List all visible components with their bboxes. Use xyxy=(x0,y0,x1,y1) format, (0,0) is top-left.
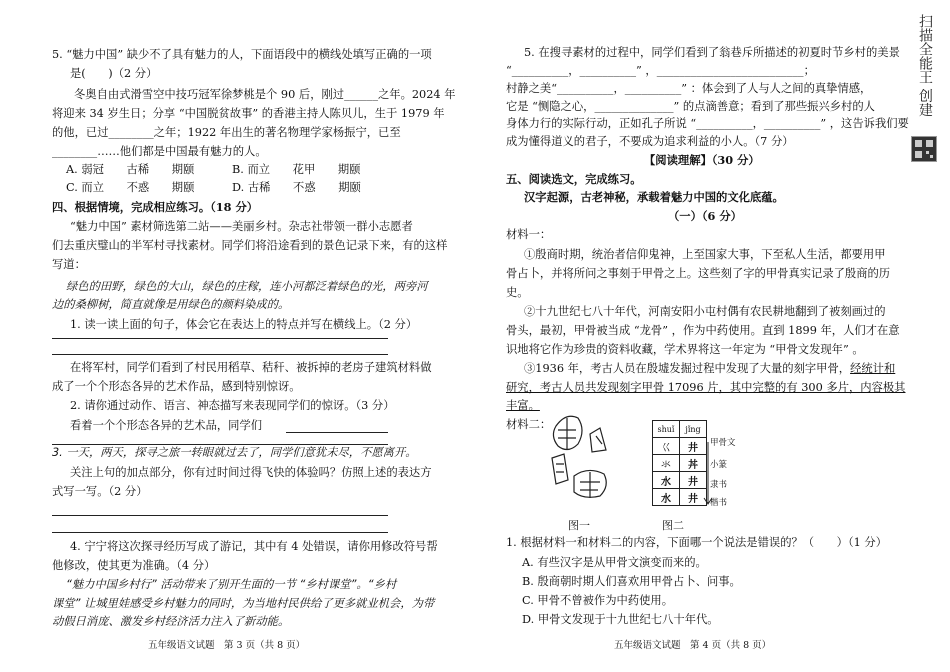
section-4-para-3: 写道： xyxy=(52,258,86,271)
question-4-3-line-2: 式写一写。（2 分） xyxy=(52,485,148,498)
question-4-2-prompt: 看着一个个形态各异的艺术品，同学们 xyxy=(70,419,263,432)
material-1-para-1a: ①殷商时期，统治者信仰鬼神，上至国家大事，下至私人生活，都要用甲 xyxy=(524,248,886,261)
turtle-shell-icon xyxy=(553,416,582,449)
bone-fragment-icon xyxy=(590,428,606,452)
material-1-para-3c: 丰富。 xyxy=(506,399,540,412)
reading-section-title: 【阅读理解】（30 分） xyxy=(644,153,760,167)
quote-3: 3. 一天，两天，探寻之旅一转眼就过去了，同学们意犹未尽，不愿离开。 xyxy=(52,446,417,459)
answer-line[interactable] xyxy=(52,338,388,339)
quote-4-line-1: “魅力中国乡村行” 活动带来了别开生面的一节 “乡村课堂”。“乡村 xyxy=(66,578,397,591)
answer-line[interactable] xyxy=(52,444,388,445)
table-cell: 水 xyxy=(653,472,680,489)
answer-line[interactable] xyxy=(52,532,388,533)
quote-1-line-2: 边的桑柳树，简直就像是用绿色的颜料染成的。 xyxy=(52,298,290,311)
scapula-icon xyxy=(552,454,568,484)
material-1-para-2c: 识地将它作为珍贵的资料收藏，学术界将这一年定为 “甲骨文发现年” 。 xyxy=(506,343,864,356)
table-head-shui: shuǐ xyxy=(653,421,680,438)
rq5-line-3: 村静之美“__________，__________” ：体会到了人与人之间的真挚情感， xyxy=(506,82,872,95)
q5-line-4: 将迎来 34 岁生日；分享 “中国脱贫故事” 的香港主持人陈贝儿，生于 1979 年 xyxy=(52,107,445,120)
q5-1-option-c[interactable]: C. 甲骨不曾被作为中药使用。 xyxy=(522,594,673,607)
section-4-para-4: 在将军村，同学们看到了村民用稻草、秸秆、被拆掉的老房子建筑材料做 xyxy=(70,361,432,374)
material-1-para-3b: 研究，考古人员共发现刻字甲骨 17096 片，其中完整的有 300 多片，内容极其 xyxy=(506,381,906,394)
part-one-label: （一）（6 分） xyxy=(668,209,742,223)
material-1-para-2b: 骨头，最初，甲骨被当成 “龙骨” ，作为中药使用。直到 1899 年，人们才在意 xyxy=(506,324,900,337)
answer-line[interactable] xyxy=(286,432,388,433)
material-1-para-3a xyxy=(524,362,895,376)
watermark-text: 扫描全能王 创建 xyxy=(917,14,933,117)
left-page xyxy=(0,0,470,672)
label-oracle: 甲骨文 xyxy=(710,438,736,448)
material-1-para-1b: 骨占卜，并将所问之事刻于甲骨之上。这些刻了字的甲骨真实记录了殷商的历 xyxy=(506,267,891,280)
answer-line[interactable] xyxy=(52,354,388,355)
section-4-para-1: “魅力中国” 素材筛选第二站——美丽乡村。杂志社带领一群小志愿者 xyxy=(70,220,413,233)
question-4-2: 2. 请你通过动作、语言、神态描写来表现同学们的惊讶。（3 分） xyxy=(70,399,395,412)
figure-2-caption: 图二 xyxy=(662,519,684,532)
material-1-para-1c: 史。 xyxy=(506,286,529,299)
section-5-title: 五、阅读选文，完成练习。 xyxy=(506,172,642,186)
q5-option-d: D. 古稀 不惑 期颐 xyxy=(232,181,361,194)
para-3a-underlined: 经统计和 xyxy=(850,362,896,375)
question-5-1: 1. 根据材料一和材料二的内容，下面哪一个说法是错误的？（ ）（1 分） xyxy=(506,536,888,549)
table-cell: 井 xyxy=(680,438,707,455)
table-cell: 巜 xyxy=(653,438,680,455)
section-4-para-2: 们去重庆璧山的半军村寻找素材。同学们将沿途看到的景色记录下来，有的这样 xyxy=(52,239,448,252)
label-seal: 小篆 xyxy=(710,460,728,470)
oracle-bone-figure xyxy=(544,408,624,514)
rq5-line-6: 成为懂得道义的君子，不要成为追求利益的小人。（7 分） xyxy=(506,135,794,148)
section-4-para-5: 成了一个个形态各异的艺术作品，感到特别惊讶。 xyxy=(52,380,301,393)
quote-4-line-2: 课堂” 让城里娃感受乡村魅力的同时，为当地村民供给了更多就业机会，为带 xyxy=(52,597,435,610)
section-4-title: 四、根据情境，完成相应练习。（18 分） xyxy=(52,200,259,214)
character-evolution-table xyxy=(652,420,707,506)
material-1-para-2a: ②十九世纪七八十年代，河南安阳小屯村偶有农民耕地翻到了被刻画过的 xyxy=(524,305,886,318)
figure-1-caption: 图一 xyxy=(568,519,590,532)
table-head-jing: jǐng xyxy=(680,421,707,438)
question-4-3-line-1: 关注上句的加点部分，你有过时间过得飞快的体验吗？仿照上述的表达方 xyxy=(70,466,432,479)
q5-line-1: 5. “魅力中国” 缺少不了具有魅力的人，下面语段中的横线处填写正确的一项 xyxy=(52,48,432,61)
footer-left: 五年级语文试题 第 3 页（共 8 页） xyxy=(148,640,306,651)
material-1-label: 材料一： xyxy=(506,228,552,241)
right-page xyxy=(470,0,910,672)
answer-line[interactable] xyxy=(52,515,388,516)
rq5-line-1: 5. 在搜寻素材的过程中，同学们看到了翁巷斥所描述的初夏时节乡村的美景 xyxy=(524,46,900,59)
q5-option-c: C. 而立 不惑 期颐 xyxy=(66,181,195,194)
rq5-line-2: “__________，__________” ，__________________________； xyxy=(506,64,815,77)
question-4-4-line-2: 他修改，使其更为准确。（4 分） xyxy=(52,559,216,572)
table-cell: 井 xyxy=(680,489,707,506)
rq5-line-5: 身体力行的实际行动，正如孔子所说 “__________，__________” ，这告诉我们要 xyxy=(506,117,909,130)
q5-1-option-d[interactable]: D. 甲骨文发现于十九世纪七八十年代。 xyxy=(522,613,719,626)
table-cell: 丼 xyxy=(680,455,707,472)
question-4-1: 1. 读一读上面的句子，体会它在表达上的特点并写在横线上。（2 分） xyxy=(70,318,418,331)
q5-1-option-b[interactable]: B. 殷商朝时期人们喜欢用甲骨占卜、问事。 xyxy=(522,575,741,588)
q5-1-option-a[interactable]: A. 有些汉字是从甲骨文演变而来的。 xyxy=(522,556,707,569)
question-4-4-line-1: 4. 宁宁将这次探寻经历写成了游记，其中有 4 处错误，请你用修改符号帮 xyxy=(70,540,438,553)
table-cell: 氺 xyxy=(653,455,680,472)
quote-4-line-3: 动假日消庞、激发乡村经济活力注入了新动能。 xyxy=(52,615,290,628)
table-cell: 水 xyxy=(653,489,680,506)
q5-line-2: 是( )（2 分） xyxy=(70,67,158,80)
q5-line-6: ________……他们都是中国最有魅力的人。 xyxy=(52,145,267,158)
para-3a-text: ③1936 年，考古人员在殷墟发掘过程中发现了大量的刻字甲骨， xyxy=(524,362,851,375)
table-cell: 井 xyxy=(680,472,707,489)
rq5-line-4: 它是 “恻隐之心，______________” 的点滴善意；看到了那些振兴乡村的人 xyxy=(506,100,875,113)
label-clerical: 隶书 xyxy=(710,480,728,490)
section-5-subtitle: 汉字起源，古老神秘，承载着魅力中国的文化底蕴。 xyxy=(524,190,784,204)
q5-line-5: 的他，已过________之年；1922 年出生的著名物理学家杨振宁，已至 xyxy=(52,126,401,139)
q5-option-a: A. 弱冠 古稀 期颐 xyxy=(66,163,195,176)
material-2-label: 材料二： xyxy=(506,418,552,431)
footer-right: 五年级语文试题 第 4 页（共 8 页） xyxy=(614,640,772,651)
label-regular: 楷书 xyxy=(710,498,728,508)
q5-option-b: B. 而立 花甲 期颐 xyxy=(232,163,361,176)
q5-line-3: 冬奥自由式滑雪空中技巧冠军徐梦桃是个 90 后，刚过______之年。2024 年 xyxy=(74,88,456,101)
scanner-logo-icon xyxy=(911,136,937,162)
quote-1-line-1: 绿色的田野，绿色的大山，绿色的庄稼，连小河都泛着绿色的光，两旁河 xyxy=(66,280,428,293)
